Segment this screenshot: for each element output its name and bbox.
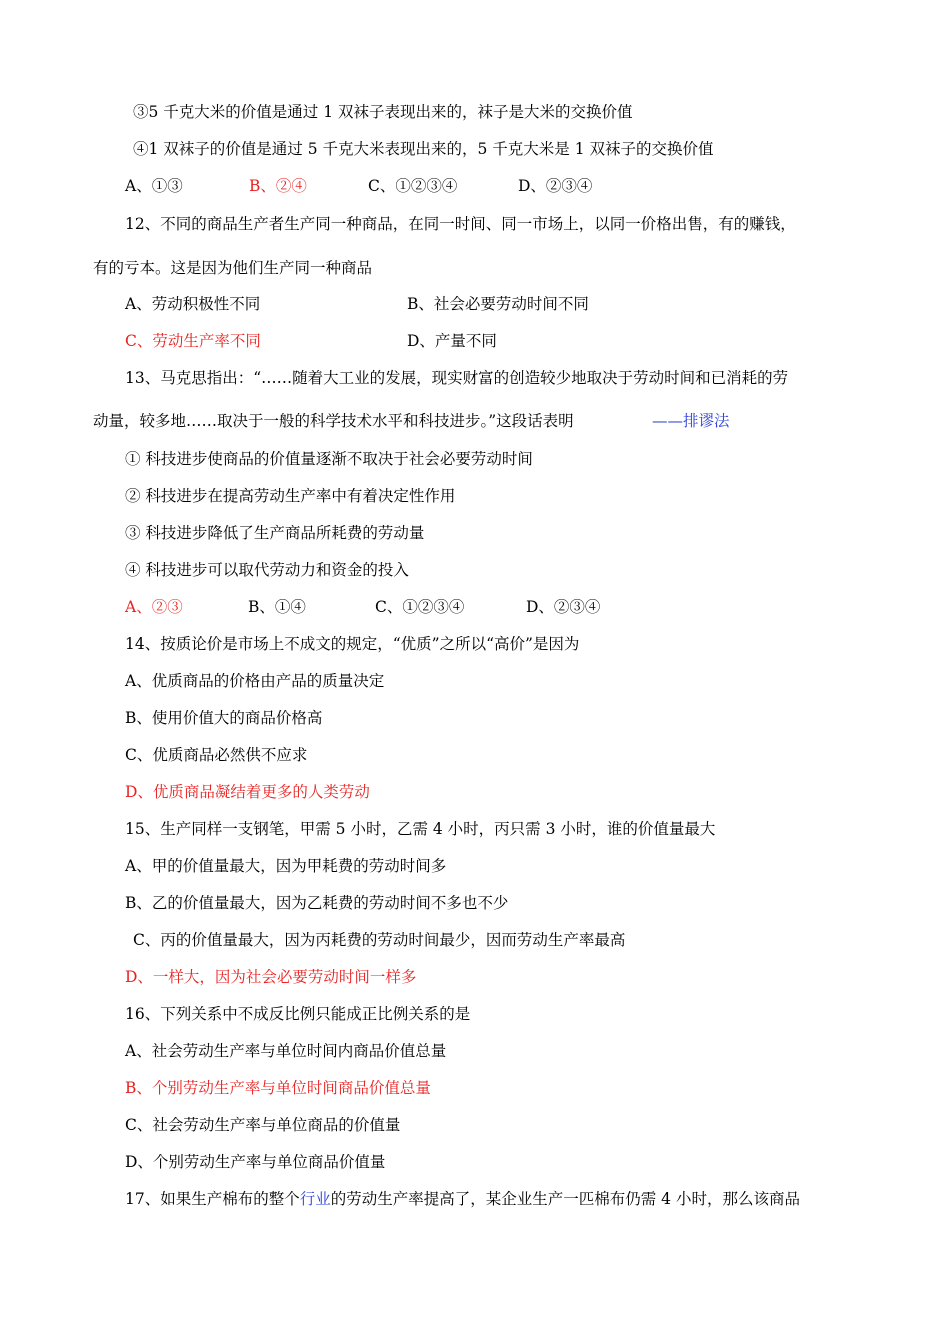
q12-option-a: A、劳动积极性不同: [125, 295, 261, 313]
q15-option-a: A、甲的价值量最大，因为甲耗费的劳动时间多: [125, 857, 447, 875]
q12-option-c-answer: C、劳动生产率不同: [125, 332, 261, 350]
q16-option-c: C、社会劳动生产率与单位商品的价值量: [125, 1116, 401, 1134]
q12-stem-line2: 有的亏本。这是因为他们生产同一种商品: [93, 259, 373, 277]
q13-option-a-answer: A、②③: [125, 598, 183, 616]
q12-option-d: D、产量不同: [407, 332, 497, 350]
q16-option-b-answer: B、个别劳动生产率与单位时间商品价值总量: [125, 1079, 431, 1097]
q14-stem: 14、按质论价是市场上不成文的规定，“优质”之所以“高价”是因为: [125, 635, 580, 653]
q11-option-a: A、①③: [125, 177, 183, 195]
q12-option-b: B、社会必要劳动时间不同: [407, 295, 589, 313]
q14-option-b: B、使用价值大的商品价格高: [125, 709, 323, 727]
q17-industry-link[interactable]: 行业: [299, 1190, 331, 1208]
q15-option-b: B、乙的价值量最大，因为乙耗费的劳动时间不多也不少: [125, 894, 509, 912]
q15-stem: 15、生产同样一支钢笔，甲需 5 小时，乙需 4 小时，丙只需 3 小时，谁的价值量最大: [125, 820, 716, 838]
statement-3: ③5 千克大米的价值是通过 1 双袜子表现出来的，袜子是大米的交换价值: [133, 103, 633, 121]
q14-option-c: C、优质商品必然供不应求: [125, 746, 308, 764]
statement-4: ④1 双袜子的价值是通过 5 千克大米表现出来的，5 千克大米是 1 双袜子的交换价值: [133, 140, 714, 158]
q16-stem: 16、下列关系中不成反比例只能成正比例关系的是: [125, 1005, 471, 1023]
q13-statement-1: ① 科技进步使商品的价值量逐渐不取决于社会必要劳动时间: [125, 450, 533, 468]
q16-option-d: D、个别劳动生产率与单位商品价值量: [125, 1153, 386, 1171]
q14-option-a: A、优质商品的价格由产品的质量决定: [125, 672, 385, 690]
q11-option-d: D、②③④: [518, 177, 593, 195]
q13-option-b: B、①④: [248, 598, 306, 616]
q13-statement-2: ② 科技进步在提高劳动生产率中有着决定性作用: [125, 487, 456, 505]
q15-option-c: C、丙的价值量最大，因为丙耗费的劳动时间最少，因而劳动生产率最高: [133, 931, 626, 949]
q13-option-c: C、①②③④: [375, 598, 465, 616]
q13-stem-line2: 动量，较多地……取决于一般的科学技术水平和科技进步。”这段话表明: [93, 412, 574, 430]
q13-statement-4: ④ 科技进步可以取代劳动力和资金的投入: [125, 561, 409, 579]
q14-option-d-answer: D、优质商品凝结着更多的人类劳动: [125, 783, 370, 801]
q13-option-d: D、②③④: [526, 598, 601, 616]
q11-option-c: C、①②③④: [368, 177, 458, 195]
q17-stem: [125, 1188, 800, 1210]
q13-statement-3: ③ 科技进步降低了生产商品所耗费的劳动量: [125, 524, 425, 542]
q12-stem-line1: 12、不同的商品生产者生产同一种商品，在同一时间、同一市场上，以同一价格出售，有的赚钱，: [125, 215, 796, 233]
q13-stem-line1: 13、马克思指出：“……随着大工业的发展，现实财富的创造较少地取决于劳动时间和已消耗的劳: [125, 369, 789, 387]
q17-stem-end: 的劳动生产率提高了，某企业生产一匹棉布仍需 4 小时，那么该商品: [330, 1190, 800, 1208]
q17-stem-start: 17、如果生产棉布的整个: [125, 1190, 300, 1208]
q11-option-b-answer: B、②④: [249, 177, 307, 195]
q15-option-d-answer: D、一样大，因为社会必要劳动时间一样多: [125, 968, 417, 986]
q13-method-note: ——排谬法: [652, 412, 730, 430]
q16-option-a: A、社会劳动生产率与单位时间内商品价值总量: [125, 1042, 447, 1060]
